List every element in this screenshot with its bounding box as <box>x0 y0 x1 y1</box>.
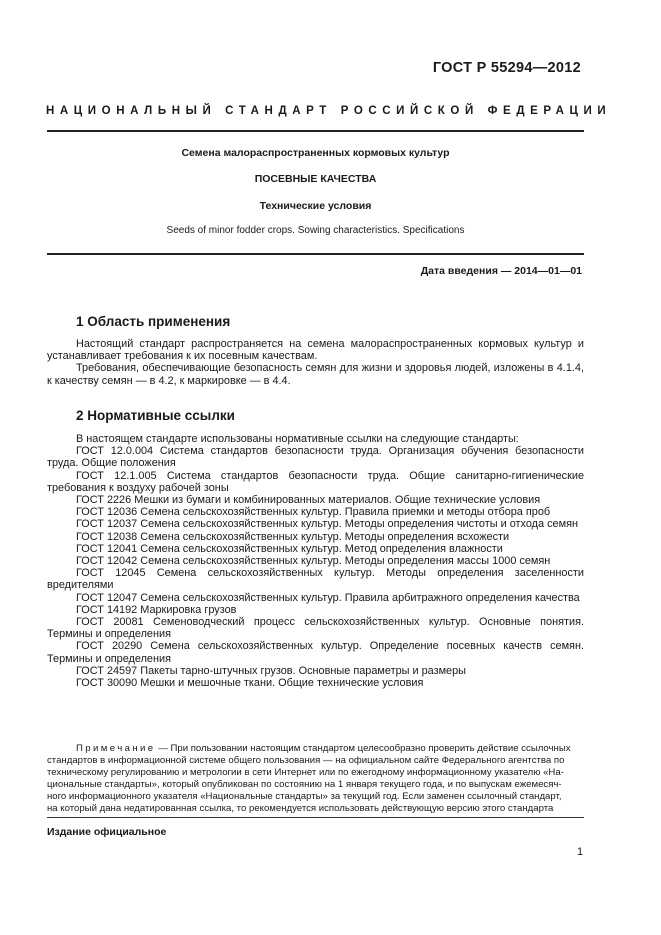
note-line: ного информационного указателя «Национальные стандарты» за текущий год. Если заменен ссылочный стандарт, <box>47 791 562 802</box>
section-1-paragraph-2: Требования, обеспечивающие безопасность семян для жизни и здоровья людей, изложены в 4.1.4, к качеству семян — в 4.2, к маркировке — в 4.4. <box>47 362 584 387</box>
note-line: техническому регулированию и метрологии в сети Интернет или по ежегодному информационному указателю «На- <box>47 767 564 778</box>
note-line: циональные стандарты», который опубликован по состоянию на 1 января текущего года, и по выпускам ежемесяч- <box>47 779 562 790</box>
section-2-heading: 2 Нормативные ссылки <box>76 408 235 423</box>
reference-item: ГОСТ 14192 Маркировка грузов <box>76 603 237 616</box>
top-divider <box>47 130 584 132</box>
section-1-paragraph-1: Настоящий стандарт распространяется на семена малораспространенных кормовых культур и устанавливает требования к их посевным качествам. <box>47 338 584 363</box>
section-2-intro: В настоящем стандарте использованы нормативные ссылки на следующие стандарты: <box>76 433 519 445</box>
note-block <box>47 743 584 815</box>
reference-item: ГОСТ 12037 Семена сельскохозяйственных культур. Методы определения чистоты и отхода семян <box>76 518 578 531</box>
section-1-body <box>47 338 584 387</box>
introduction-date: Дата введения — 2014—01—01 <box>420 265 582 277</box>
note-line <box>47 743 584 755</box>
title-line-1: Семена малораспространенных кормовых культур <box>181 147 450 159</box>
section-2-body <box>47 433 584 689</box>
reference-item: ГОСТ 20081 Семеноводческий процесс сельскохозяйственных культур. Основные понятия. Термины и определения <box>47 616 584 641</box>
title-line-2: ПОСЕВНЫЕ КАЧЕСТВА <box>254 173 377 185</box>
note-label: Примечание <box>76 743 156 754</box>
official-edition-label: Издание официальное <box>47 826 167 838</box>
section-1-heading: 1 Область применения <box>76 314 231 329</box>
reference-item: ГОСТ 12038 Семена сельскохозяйственных культур. Методы определения всхожести <box>76 530 510 543</box>
reference-item: ГОСТ 12.1.005 Система стандартов безопасности труда. Общие санитарно-гигиенические требования к воздуху рабочей зоны <box>47 469 584 494</box>
standard-type-heading: НАЦИОНАЛЬНЫЙ СТАНДАРТ РОССИЙСКОЙ ФЕДЕРАЦИИ <box>46 105 612 117</box>
footer-divider <box>47 817 584 818</box>
reference-item: ГОСТ 12041 Семена сельскохозяйственных культур. Метод определения влажности <box>76 542 503 555</box>
english-title: Seeds of minor fodder crops. Sowing characteristics. Specifications <box>166 225 465 236</box>
reference-item: ГОСТ 12047 Семена сельскохозяйственных культур. Правила арбитражного определения качества <box>76 591 580 604</box>
title-line-3: Технические условия <box>259 200 372 212</box>
note-line-text: — При пользовании настоящим стандартом целесообразно проверить действие ссылочных <box>158 743 571 754</box>
page-number: 1 <box>577 846 584 858</box>
reference-item: ГОСТ 30090 Мешки и мешочные ткани. Общие технические условия <box>76 677 424 690</box>
reference-item: ГОСТ 12.0.004 Система стандартов безопасности труда. Организация обучения безопасности труда. Общие положения <box>47 445 584 470</box>
reference-item: ГОСТ 12036 Семена сельскохозяйственных культур. Правила приемки и методы отбора проб <box>76 506 551 519</box>
reference-item: ГОСТ 12042 Семена сельскохозяйственных культур. Методы определения массы 1000 семян <box>76 555 551 568</box>
document-number: ГОСТ Р 55294—2012 <box>432 60 581 76</box>
title-divider <box>47 253 584 255</box>
note-line: на который дана недатированная ссылка, то рекомендуется использовать действующую версию этого стандарта <box>47 803 554 814</box>
reference-item: ГОСТ 12045 Семена сельскохозяйственных культур. Методы определения заселенности вредителями <box>47 567 584 592</box>
reference-item: ГОСТ 2226 Мешки из бумаги и комбинированных материалов. Общие технические условия <box>76 494 541 507</box>
note-line: стандартов в информационной системе общего пользования — на официальном сайте Федерального агентства по <box>47 755 565 766</box>
reference-item: ГОСТ 20290 Семена сельскохозяйственных культур. Определение посевных качеств семян. Термины и определения <box>47 640 584 665</box>
reference-item: ГОСТ 24597 Пакеты тарно-штучных грузов. Основные параметры и размеры <box>76 664 466 677</box>
